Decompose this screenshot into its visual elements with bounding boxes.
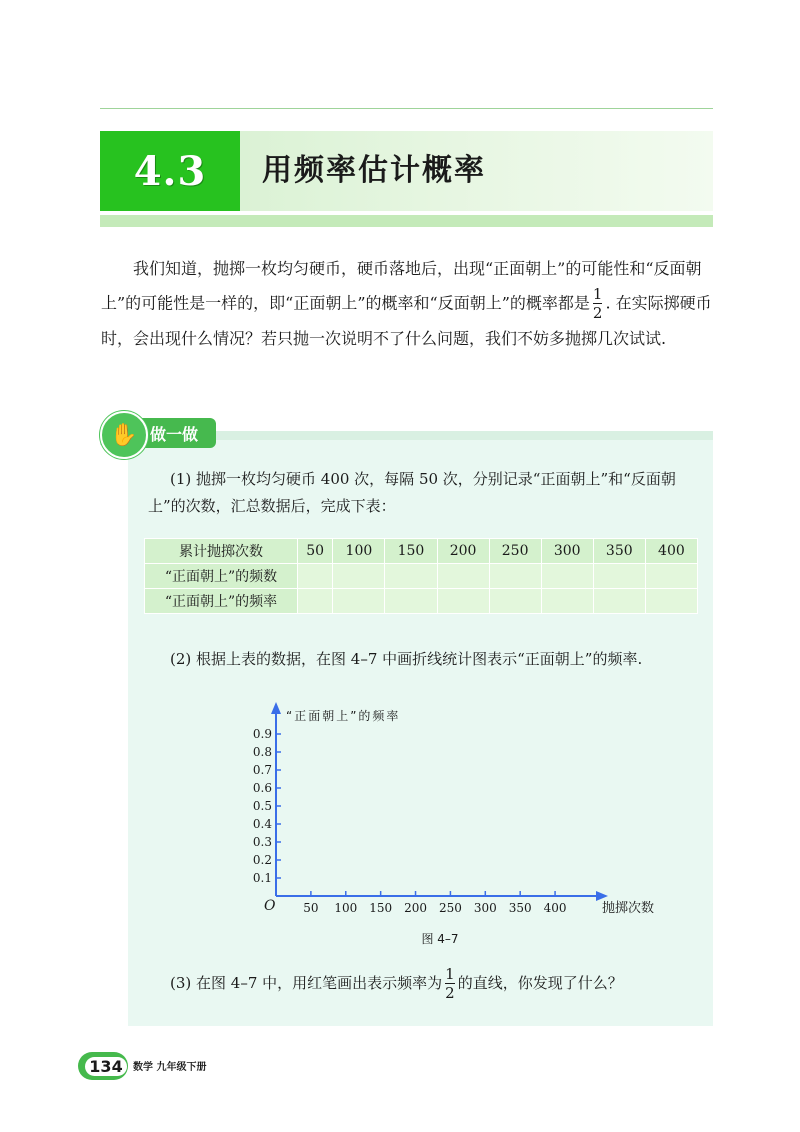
step3-text-before: (3) 在图 4–7 中，用红笔画出表示频率为 xyxy=(170,974,443,992)
step3-frac-num: 1 xyxy=(445,965,455,983)
y-tick-label: 0.2 xyxy=(252,853,272,867)
x-tick-label: 200 xyxy=(404,901,427,915)
chart-container xyxy=(230,700,655,930)
section-title: 用频率估计概率 xyxy=(262,153,486,188)
y-tick-label: 0.6 xyxy=(252,781,272,795)
table-cell: 200 xyxy=(437,539,489,564)
page-number-badge xyxy=(78,1052,128,1080)
table-row xyxy=(145,589,698,614)
table-cell xyxy=(437,589,489,614)
section-number: 4.3 xyxy=(100,131,240,211)
table-cell xyxy=(298,564,333,589)
intro-text-before: 我们知道，抛掷一枚均匀硬币，硬币落地后，出现“正面朝上”的可能性和“反面朝上”的可能性是一样的，即“正面朝上”的概率和“反面朝上”的概率都是 xyxy=(101,259,702,313)
table-cell xyxy=(333,589,385,614)
table-cell xyxy=(593,589,645,614)
page-number: 134 xyxy=(85,1057,126,1076)
book-title: 数学 九年级下册 xyxy=(133,1062,207,1073)
x-tick-label: 150 xyxy=(369,901,393,915)
intro-fraction xyxy=(593,286,603,322)
y-axis-arrow xyxy=(271,702,281,714)
x-axis-arrow xyxy=(596,891,608,901)
x-tick-label: 350 xyxy=(508,901,532,915)
step-3-text xyxy=(148,966,708,1002)
step-2-text: (2) 根据上表的数据，在图 4–7 中画折线统计图表示“正面朝上”的频率. xyxy=(170,650,643,668)
x-tick-label: 100 xyxy=(334,901,358,915)
y-tick-label: 0.7 xyxy=(252,763,272,777)
table-cell: 150 xyxy=(385,539,437,564)
activity-label: 做一做 xyxy=(132,418,216,448)
y-axis-label: “正面朝上”的频率 xyxy=(286,709,401,723)
table-cell xyxy=(645,564,697,589)
y-tick-label: 0.9 xyxy=(252,727,272,741)
table-cell: 350 xyxy=(593,539,645,564)
table-cell: 50 xyxy=(298,539,333,564)
table-row xyxy=(145,564,698,589)
banner-underline xyxy=(100,215,713,227)
table-cell xyxy=(437,564,489,589)
table-cell xyxy=(333,564,385,589)
table-cell xyxy=(489,564,541,589)
table-cell xyxy=(385,564,437,589)
x-axis-label: 抛掷次数 xyxy=(602,901,655,916)
data-table xyxy=(144,538,698,614)
hand-icon: ✋ xyxy=(100,411,148,459)
table-cell: 250 xyxy=(489,539,541,564)
table-cell: 300 xyxy=(541,539,593,564)
table-cell xyxy=(489,589,541,614)
figure-caption: 图 4–7 xyxy=(421,932,459,946)
y-tick-label: 0.1 xyxy=(252,871,272,885)
table-row-header: “正面朝上”的频率 xyxy=(145,589,298,614)
y-tick-label: 0.5 xyxy=(252,799,272,813)
step3-text-after: 的直线，你发现了什么？ xyxy=(457,974,623,992)
origin-label: O xyxy=(264,898,276,914)
table-cell xyxy=(541,589,593,614)
table-cell xyxy=(541,564,593,589)
table-row-header: 累计抛掷次数 xyxy=(145,539,298,564)
frequency-line-chart xyxy=(230,700,655,930)
intro-text-after: . 在实际掷硬币时，会出现什么情况？若只抛一次说明不了什么问题，我们不妨多抛掷几次试试. xyxy=(101,293,712,348)
x-tick-label: 50 xyxy=(303,901,319,915)
x-tick-label: 400 xyxy=(543,901,567,915)
step3-fraction xyxy=(445,966,455,1002)
section-banner xyxy=(100,131,713,211)
intro-paragraph xyxy=(101,252,713,356)
table-cell: 100 xyxy=(333,539,385,564)
x-tick-label: 250 xyxy=(438,901,462,915)
step-1-text: (1) 抛掷一枚均匀硬币 400 次，每隔 50 次，分别记录“正面朝上”和“反面朝上”的次数，汇总数据后，完成下表： xyxy=(148,470,676,515)
y-tick-label: 0.3 xyxy=(252,835,272,849)
y-tick-label: 0.4 xyxy=(252,817,272,831)
table-cell xyxy=(645,589,697,614)
table-cell: 400 xyxy=(645,539,697,564)
table-row-header: “正面朝上”的频数 xyxy=(145,564,298,589)
intro-frac-num: 1 xyxy=(592,285,603,303)
y-tick-label: 0.8 xyxy=(252,745,272,759)
intro-frac-den: 2 xyxy=(592,304,603,322)
step3-frac-den: 2 xyxy=(445,984,455,1002)
table-cell xyxy=(385,589,437,614)
x-tick-label: 300 xyxy=(473,901,497,915)
table-cell xyxy=(298,589,333,614)
table-row xyxy=(145,539,698,564)
top-rule xyxy=(100,108,713,109)
table-cell xyxy=(593,564,645,589)
